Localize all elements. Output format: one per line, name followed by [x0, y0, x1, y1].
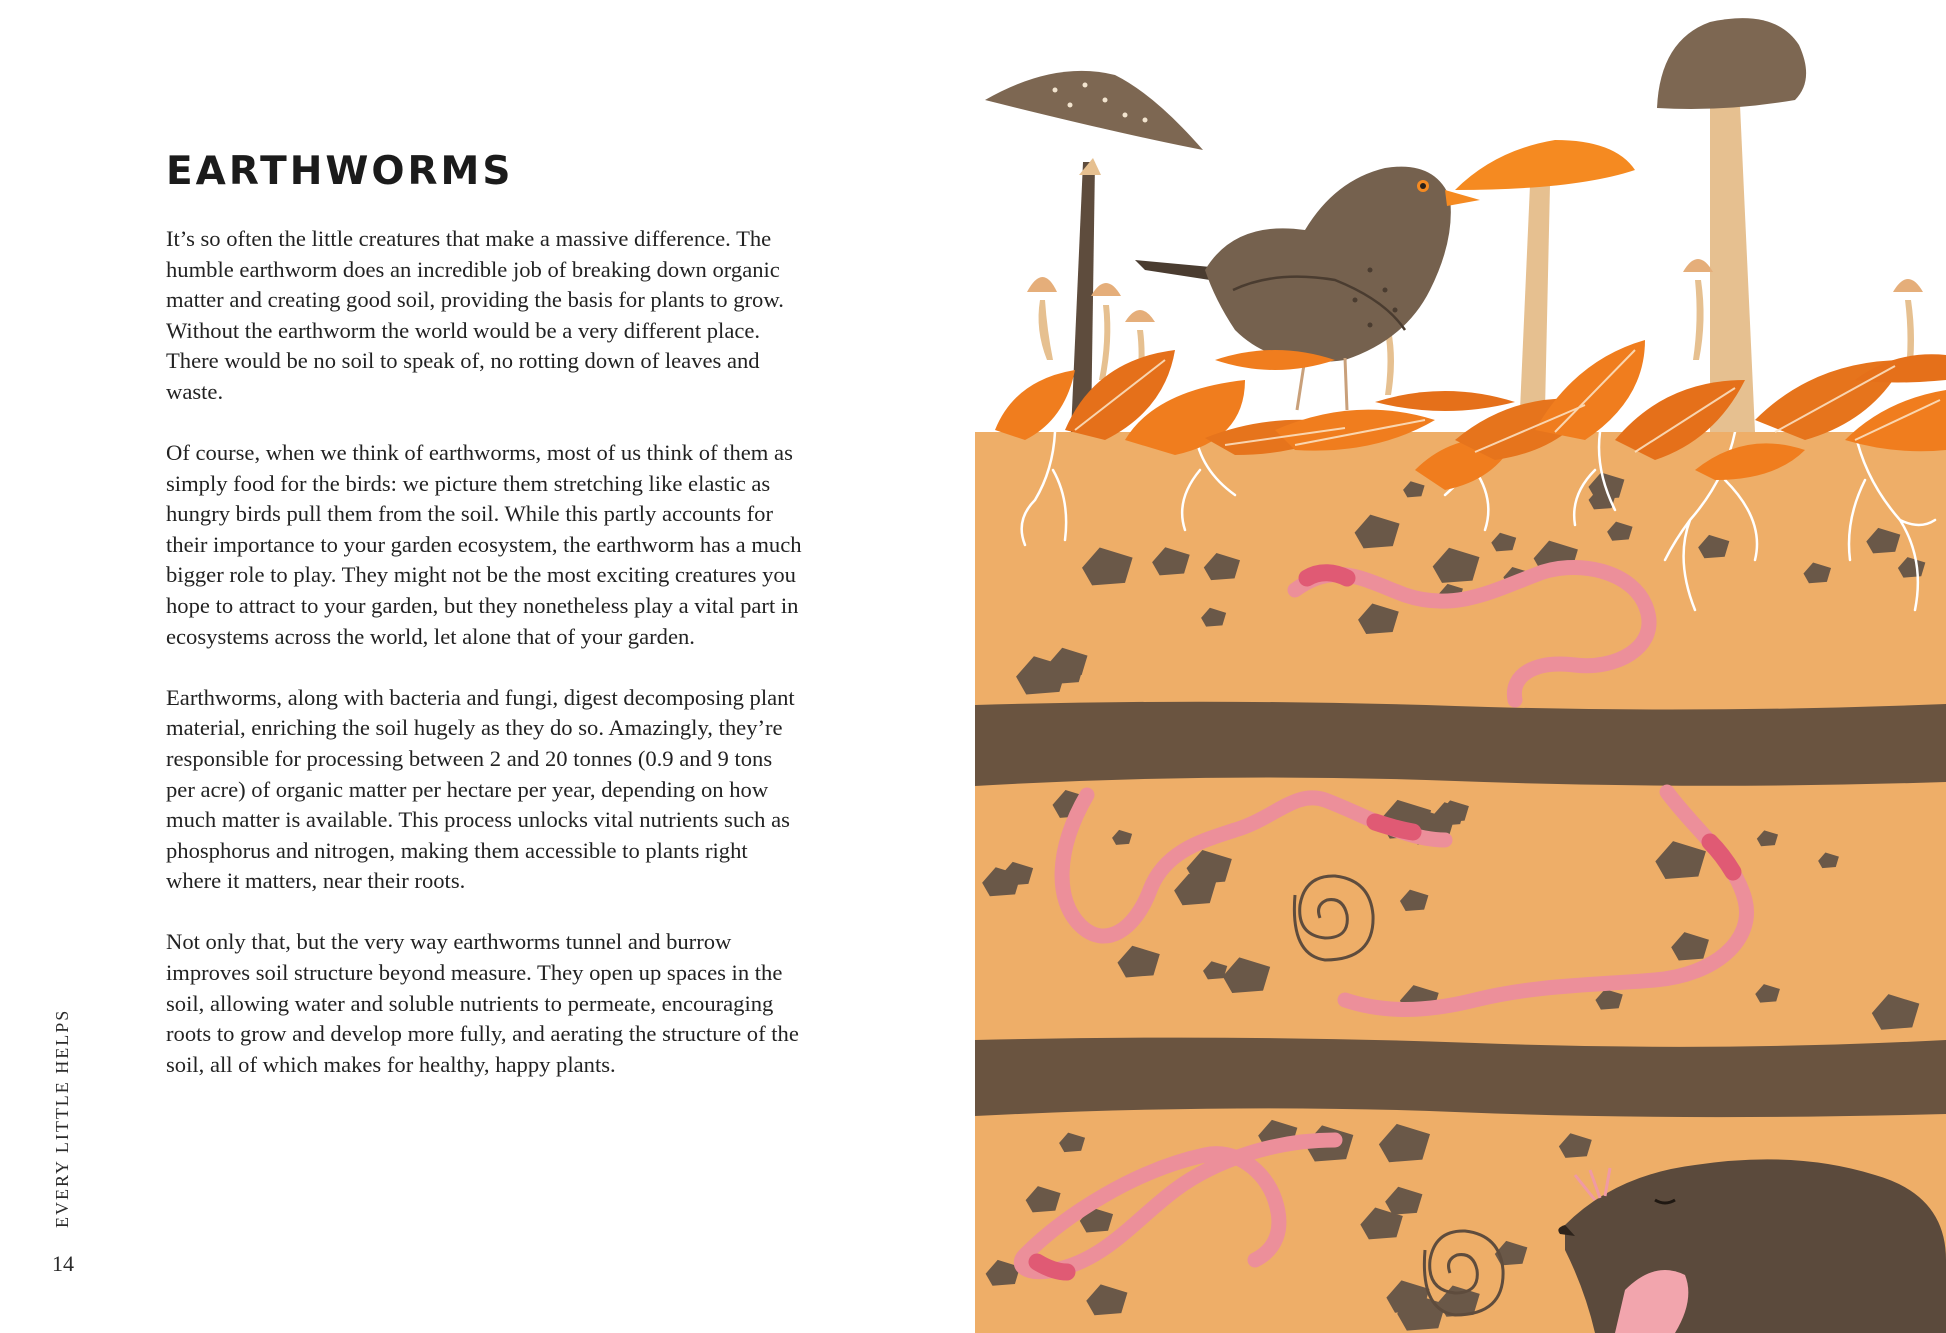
paragraph-4: Not only that, but the very way earthworms tunnel and burrow improves soil structure beyond measure. They open up spaces in the soil, allowing water and soluble nutrients to permeate, encouraging roots to grow and develop more fully, and aerating the structure of the soil, all of which makes for healthy, happy plants. [166, 929, 799, 1077]
soil-illustration [975, 0, 1946, 1333]
body-text [166, 224, 806, 1111]
page-heading: EARTHWORMS [166, 149, 514, 194]
soil-band-upper [975, 702, 1946, 786]
page-number: 14 [52, 1251, 74, 1276]
soil-band-lower [975, 1038, 1946, 1117]
paragraph-2: Of course, when we think of earthworms, most of us think of them as simply food for the birds: we picture them stretching like elastic as hungry birds pull them from the soil. While this partly accounts for their importance to your garden ecosystem, the earthworm has a much bigger role to play. They might not be the most exciting creatures you hope to attract to your garden, but they nonetheless play a vital part in ecosystems across the world, let alone that of your garden. [166, 440, 802, 649]
right-page-illustration [975, 0, 1946, 1333]
mushroom-cap-right [1657, 18, 1806, 109]
running-head: EVERY LITTLE HELPS [52, 1008, 72, 1228]
paragraph-3: Earthworms, along with bacteria and fungi, digest decomposing plant material, enriching the soil hugely as they do so. Amazingly, they’re responsible for processing between 2 and 20 tonnes (0.9 and 9 tons per acre) of organic matter per hectare per year, depending on how much matter is available. This process unlocks vital nutrients such as phosphorus and nitrogen, making them accessible to plants right where it matters, near their roots. [166, 684, 795, 894]
paragraph-1: It’s so often the little creatures that make a massive difference. The humble earthworm does an incredible job of breaking down organic matter and creating good soil, providing the basis for plants to grow. Without the earthworm the world would be a very different place. There would be no soil to speak of, no rotting down of leaves and waste. [166, 226, 784, 404]
mushroom-cap-orange [1455, 140, 1635, 190]
blackbird [1135, 167, 1480, 410]
mushroom-cap-left [985, 71, 1203, 150]
